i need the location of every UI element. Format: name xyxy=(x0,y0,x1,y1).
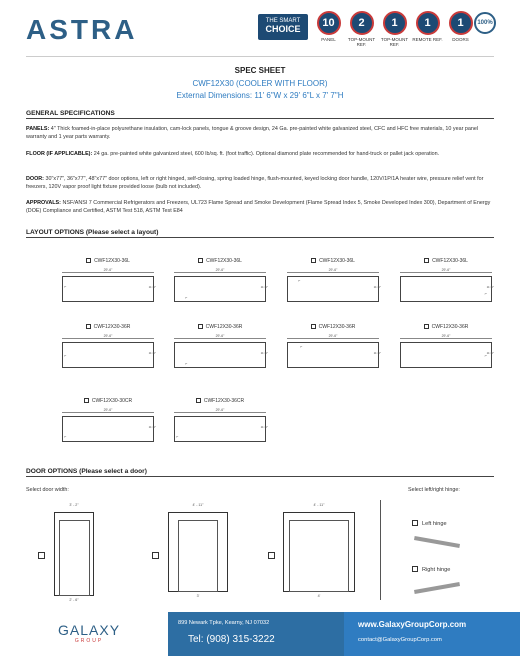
door-width-checkbox[interactable] xyxy=(152,552,159,559)
floor-spec: FLOOR (IF APPLICABLE): 24 ga. pre-painted white galvanized steel, 600 lb/sq. ft. (foot traffic). Optional diamond plate recommended for hand-truck or pallet jack operation. xyxy=(26,151,440,157)
page-title: SPEC SHEET xyxy=(234,66,286,75)
left-hinge-icon xyxy=(414,536,460,548)
door-width-checkbox[interactable] xyxy=(268,552,275,559)
left-hinge-option[interactable]: Left hinge xyxy=(412,520,447,527)
footer-contact-panel xyxy=(168,612,344,656)
door-spec: DOOR: 30"x77", 36"x77", 48"x77" door options, left or right hinged, self-closing, spring loaded hinge, flush-mounted, keyed locking door handle, 120V/1P/1A heater wire, pressure relief vent for freezers, 120V vapor proof light fixture provided loose (bulb not included). xyxy=(26,176,484,190)
warranty-badge-remote: 1 REMOTE REF. xyxy=(412,11,443,47)
smart-choice-badge: THE SMART CHOICE xyxy=(258,14,308,40)
layout-checkbox[interactable] xyxy=(198,324,203,329)
footer-website-link[interactable]: www.GalaxyGroupCorp.com xyxy=(358,620,467,629)
door-width-label: Select door width: xyxy=(26,487,69,493)
door-leaf xyxy=(178,520,218,592)
galaxy-logo: GALAXY GROUP xyxy=(58,622,121,644)
warranty-badge-doors: 1 DOORS xyxy=(445,11,476,47)
door-width-checkbox[interactable] xyxy=(38,552,45,559)
layout-option[interactable]: CWF12X30-36CR 29'-6" ⌐ 11'-6" xyxy=(170,398,270,442)
layout-checkbox[interactable] xyxy=(86,324,91,329)
layout-checkbox[interactable] xyxy=(84,398,89,403)
layout-floorplan: ⌐ 11'-6" xyxy=(62,416,154,442)
footer-web-panel xyxy=(344,612,520,656)
footer-address: 899 Newark Tpke, Kearny, NJ 07032 xyxy=(178,620,270,626)
warranty-badge-panel: 10 PANEL xyxy=(313,11,344,47)
footer xyxy=(0,612,520,656)
panels-spec: PANELS: 4" Thick foamed-in-place polyurethane insulation, cam-lock panels, tongue & groove design, 24 Ga. pre-painted white galvanized steel, CFC and HFC free materials, 10 year panel warranty and 1 year parts warranty. xyxy=(26,126,479,140)
layout-option[interactable]: CWF12X30-36L 29'-6" ⌐ 11'-6" xyxy=(58,258,158,302)
door-leaf xyxy=(59,520,90,596)
model-name: CWF12X30 (COOLER WITH FLOOR) xyxy=(192,79,328,88)
layout-checkbox[interactable] xyxy=(86,258,91,263)
external-dimensions: External Dimensions: 11' 6"W x 29' 6"L x 7' 7"H xyxy=(176,91,344,100)
layout-floorplan: ⌐ 11'-6" xyxy=(62,342,154,368)
layout-floorplan: ⌐ 11'-6" xyxy=(174,276,266,302)
layout-floorplan: ⌐ 11'-6" xyxy=(287,342,379,368)
layout-option[interactable]: CWF12X30-36L 29'-6" ⌐ 11'-6" xyxy=(396,258,496,302)
layout-floorplan: ⌐ 11'-6" xyxy=(174,342,266,368)
badge-100-percent: 100% xyxy=(474,12,496,34)
layout-floorplan: ⌐ 11'-6" xyxy=(174,416,266,442)
layout-checkbox[interactable] xyxy=(198,258,203,263)
general-specs-heading: GENERAL SPECIFICATIONS xyxy=(26,110,494,119)
layout-checkbox[interactable] xyxy=(196,398,201,403)
door-options-heading: DOOR OPTIONS (Please select a door) xyxy=(26,468,494,477)
right-hinge-icon xyxy=(414,582,460,594)
approvals-spec: APPROVALS: NSF/ANSI 7 Commercial Refrigerators and Freezers, UL723 Flame Spread and Smoke Development (Flame Spread Index 5, Smoke Developed Index 300), Department of Energy (DOE) Compliance and Certified, ASTM Test 518, ASTM Test E84 xyxy=(26,200,491,214)
hinge-label: Select left/right hinge: xyxy=(408,487,460,493)
footer-phone[interactable]: Tel: (908) 315-3222 xyxy=(188,634,275,645)
layout-option[interactable]: CWF12X30-36L 29'-6" ⌐ 11'-6" xyxy=(283,258,383,302)
left-hinge-checkbox[interactable] xyxy=(412,520,418,526)
right-hinge-option[interactable]: Right hinge xyxy=(412,566,450,573)
layout-floorplan: ⌐ 11'-6" xyxy=(62,276,154,302)
header-divider xyxy=(26,56,494,57)
layout-option[interactable]: CWF12X30-36L 29'-6" ⌐ 11'-6" xyxy=(170,258,270,302)
layout-floorplan: ⌐ 11'-6" xyxy=(287,276,379,302)
layout-option[interactable]: CWF12X30-30CR 29'-6" ⌐ 11'-6" xyxy=(58,398,158,442)
layout-option[interactable]: CWF12X30-36R 29'-6" ⌐ 11'-6" xyxy=(58,324,158,368)
divider xyxy=(380,500,381,600)
warranty-badge-top-mount-2: 1 TOP-MOUNT REF. xyxy=(379,11,410,47)
layout-checkbox[interactable] xyxy=(311,324,316,329)
layout-options-heading: LAYOUT OPTIONS (Please select a layout) xyxy=(26,229,494,238)
door-leaf xyxy=(289,520,349,592)
layout-option[interactable]: CWF12X30-36R 29'-6" ⌐ 11'-6" xyxy=(396,324,496,368)
layout-checkbox[interactable] xyxy=(311,258,316,263)
astra-logo: ASTRA xyxy=(26,14,138,45)
layout-option[interactable]: CWF12X30-36R 29'-6" ⌐ 11'-6" xyxy=(283,324,383,368)
warranty-badges xyxy=(313,11,476,47)
footer-email-link[interactable]: contact@GalaxyGroupCorp.com xyxy=(358,637,442,643)
layout-floorplan: ⌐ 11'-6" xyxy=(400,276,492,302)
layout-checkbox[interactable] xyxy=(424,324,429,329)
warranty-badge-top-mount: 2 TOP-MOUNT REF. xyxy=(346,11,377,47)
layout-checkbox[interactable] xyxy=(424,258,429,263)
layout-floorplan: ⌐ 11'-6" xyxy=(400,342,492,368)
right-hinge-checkbox[interactable] xyxy=(412,566,418,572)
layout-option[interactable]: CWF12X30-36R 29'-6" ⌐ 11'-6" xyxy=(170,324,270,368)
